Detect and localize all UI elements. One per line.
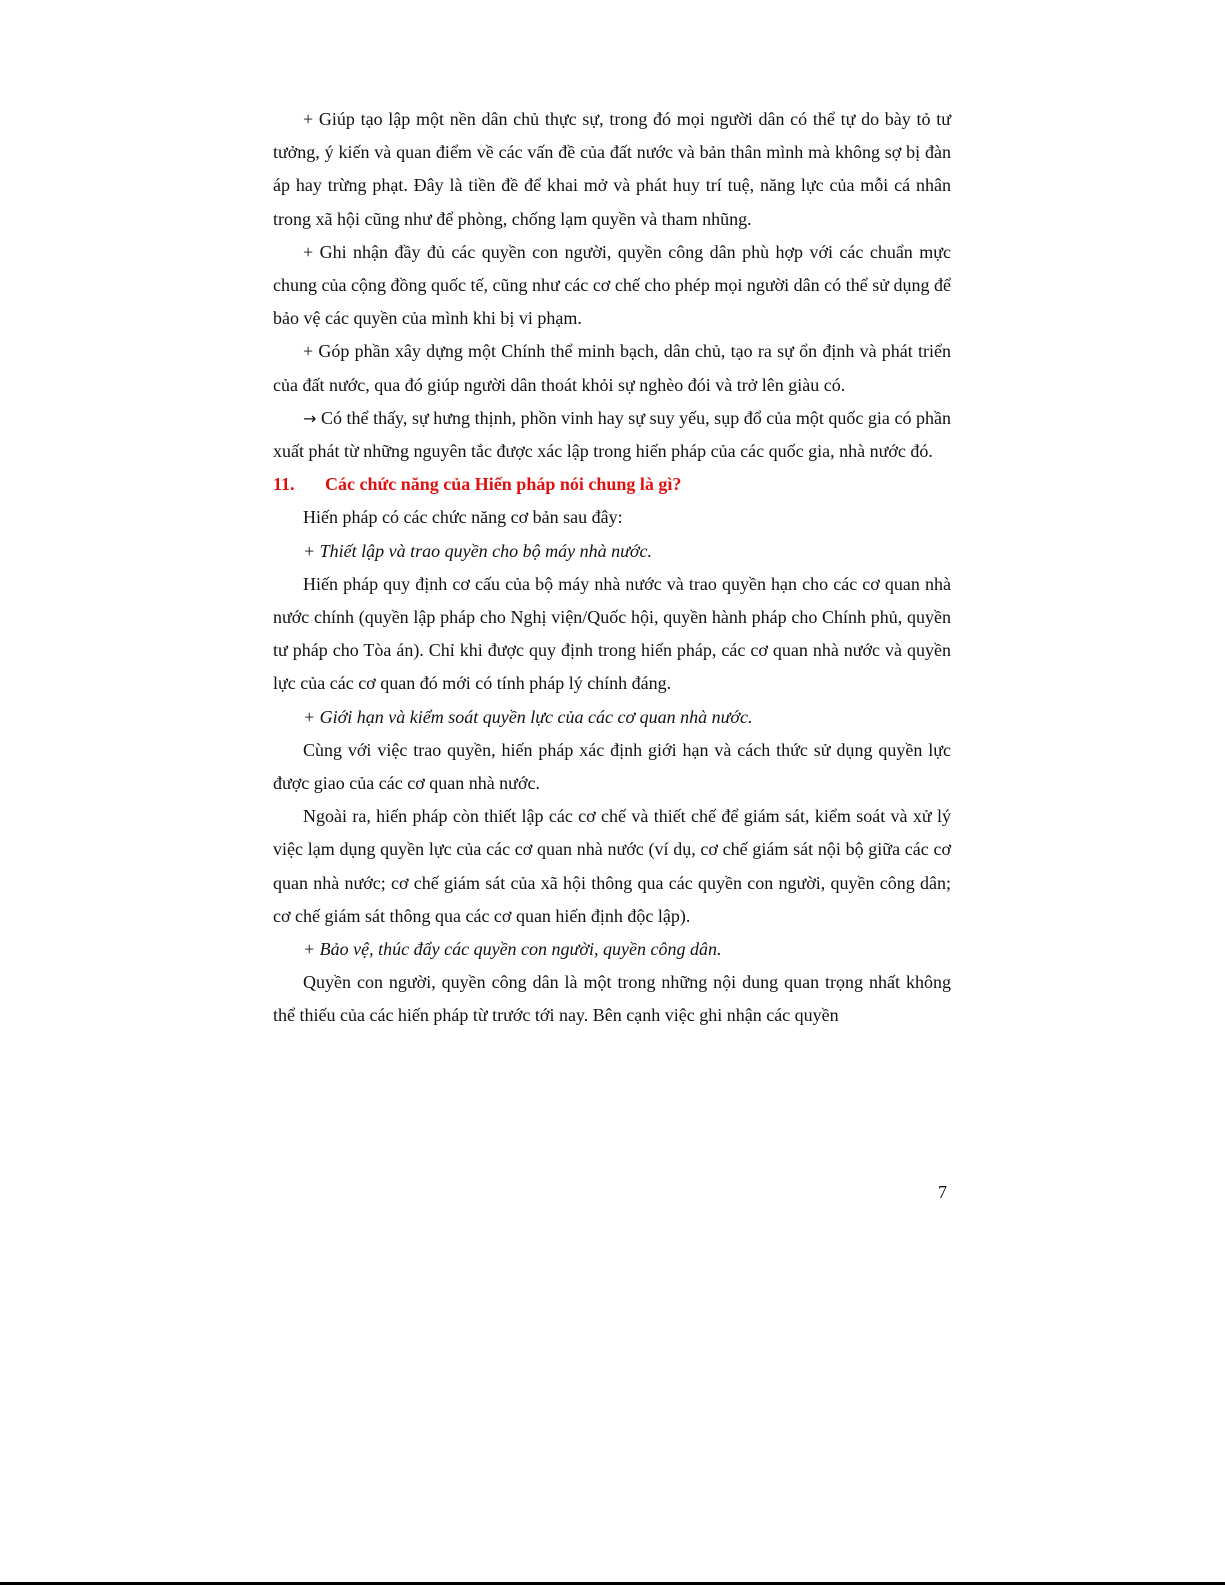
paragraph-transparent-state: + Góp phần xây dựng một Chính thể minh bạch, dân chủ, tạo ra sự ổn định và phát triển của đất nước, qua đó giúp người dân thoát khỏi sự nghèo đói và trở lên giàu có. bbox=[273, 341, 951, 395]
paragraph-rights-recognition: + Ghi nhận đầy đủ các quyền con người, quyền công dân phù hợp với các chuẩn mực chung của cộng đồng quốc tế, cũng như các cơ chế cho phép mọi người dân có thể sử dụng để bảo vệ các quyền của mình khi bị vi phạm. bbox=[273, 241, 951, 329]
paragraph-democracy: + Giúp tạo lập một nền dân chủ thực sự, trong đó mọi người dân có thể tự do bày tỏ tư tưởng, ý kiến và quan điểm về các vấn đề của đất nước và bản thân mình mà không sợ bị đàn áp hay trừng phạt. Đây là tiền đề để khai mở và phát huy trí tuệ, năng lực của mỗi cá nhân trong xã hội cũng như để phòng, chống lạm quyền và tham nhũng. bbox=[273, 109, 951, 229]
paragraph-structure: Hiến pháp quy định cơ cấu của bộ máy nhà nước và trao quyền hạn cho các cơ quan nhà nước chính (quyền lập pháp cho Nghị viện/Quốc hội, quyền hành pháp cho Chính phủ, quyền tư pháp cho Tòa án). Chỉ khi được quy định trong hiến pháp, các cơ quan nhà nước và quyền lực của các cơ quan đó mới có tính pháp lý chính đáng. bbox=[273, 573, 951, 694]
section-heading bbox=[273, 468, 951, 501]
paragraph-conclusion bbox=[273, 402, 951, 468]
paragraph-conclusion-text: Có thể thấy, sự hưng thịnh, phồn vinh hay sự suy yếu, sụp đổ của một quốc gia có phần xuất phát từ những nguyên tắc được xác lập trong hiến pháp của các quốc gia, nhà nước đó. bbox=[273, 407, 952, 462]
arrow-right-icon: → bbox=[303, 408, 317, 428]
document-body bbox=[273, 103, 951, 1033]
paragraph-functions-intro: Hiến pháp có các chức năng cơ bản sau đây: bbox=[303, 507, 623, 528]
paragraph-human-rights: Quyền con người, quyền công dân là một trong những nội dung quan trọng nhất không thể thiếu của các hiến pháp từ trước tới nay. Bên cạnh việc ghi nhận các quyền bbox=[273, 972, 951, 1026]
paragraph-oversight: Ngoài ra, hiến pháp còn thiết lập các cơ chế và thiết chế để giám sát, kiểm soát và xử lý việc lạm dụng quyền lực của các cơ quan nhà nước (ví dụ, cơ chế giám sát nội bộ giữa các cơ quan nhà nước; cơ chế giám sát của xã hội thông qua các quyền con người, quyền công dân; cơ chế giám sát thông qua các cơ quan hiến định độc lập). bbox=[273, 806, 951, 926]
section-heading-text: Các chức năng của Hiến pháp nói chung là gì? bbox=[325, 474, 682, 495]
section-heading-number: 11. bbox=[273, 474, 295, 495]
subheading-protect-rights: + Bảo vệ, thúc đẩy các quyền con người, quyền công dân. bbox=[303, 939, 722, 960]
paragraph-limits: Cùng với việc trao quyền, hiến pháp xác định giới hạn và cách thức sử dụng quyền lực được giao của các cơ quan nhà nước. bbox=[273, 739, 951, 794]
subheading-limit-power: + Giới hạn và kiểm soát quyền lực của các cơ quan nhà nước. bbox=[303, 706, 753, 727]
subheading-establish-power: + Thiết lập và trao quyền cho bộ máy nhà nước. bbox=[303, 540, 653, 561]
page-number: 7 bbox=[938, 1182, 947, 1202]
